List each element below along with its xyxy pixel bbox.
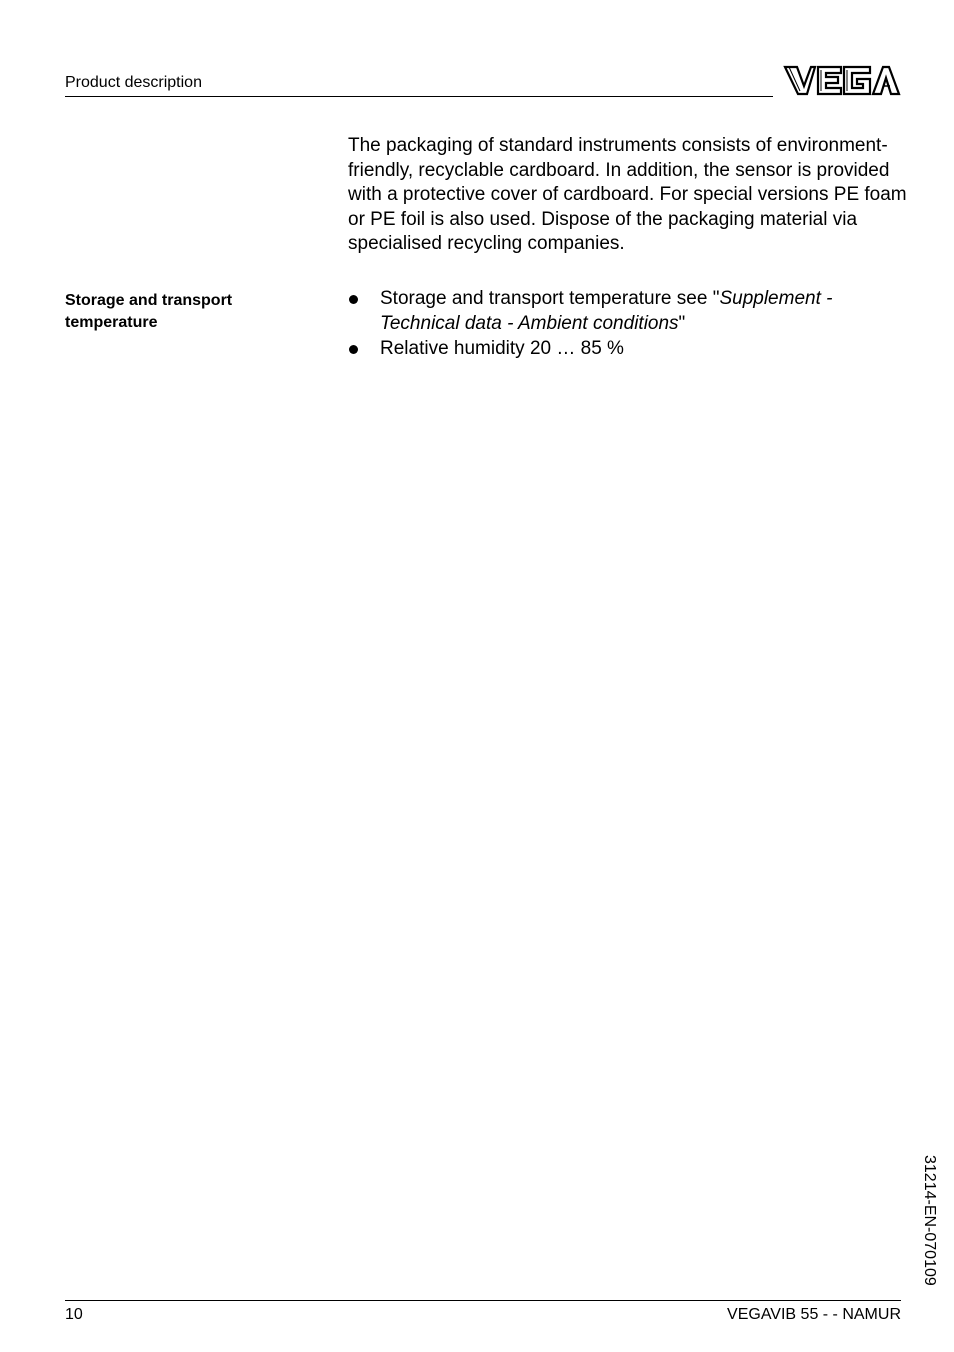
bullet-text-italic: Supplement - Technical data - Ambient conditions — [380, 288, 833, 334]
header-section-title: Product description — [65, 74, 202, 91]
product-name: VEGAVIB 55 - - NAMUR — [727, 1306, 901, 1323]
footer-rule — [65, 1300, 901, 1301]
bullet-text: Relative humidity 20 … 85 % — [380, 338, 624, 359]
packaging-paragraph: The packaging of standard instruments consists of environment-friendly, recyclable cardboard. In addition, the sensor is provided with a protective cover of cardboard. For special versions PE foam or PE foil is also used. Dispose of the packaging material via specialised recycling companies. — [348, 135, 907, 254]
document-code: 31214-EN-070109 — [921, 1155, 938, 1286]
header-rule — [65, 96, 773, 97]
bullet-icon — [349, 345, 358, 354]
intro-paragraph-block — [348, 134, 908, 257]
vega-logo — [783, 64, 901, 97]
storage-section-label: Storage and transport temperature — [65, 292, 233, 331]
list-item — [348, 337, 908, 362]
list-item — [348, 287, 908, 336]
storage-bullet-list — [348, 287, 908, 363]
bullet-text-prefix: Storage and transport temperature see " — [380, 288, 720, 309]
bullet-icon — [349, 295, 358, 304]
bullet-text-suffix: " — [678, 312, 686, 334]
page-number: 10 — [65, 1306, 83, 1323]
